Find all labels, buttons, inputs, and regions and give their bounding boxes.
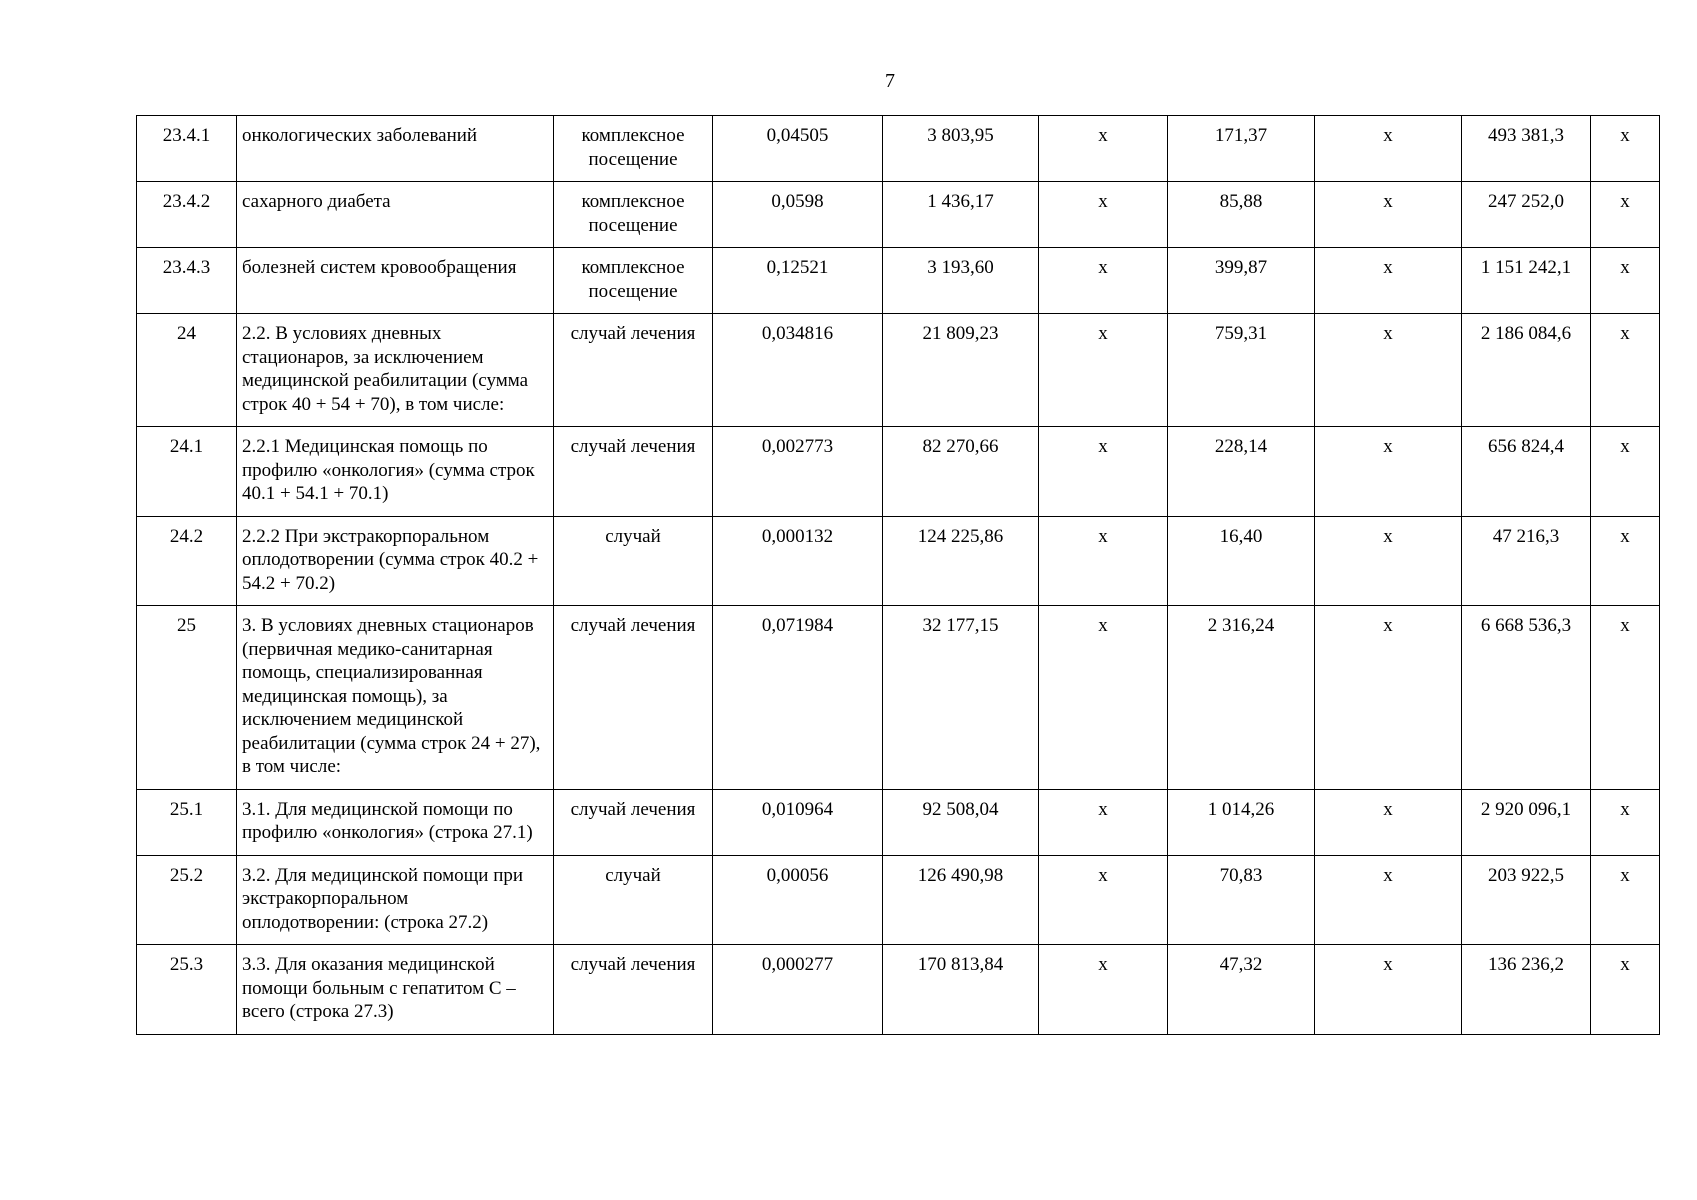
cost-cell: 92 508,04: [883, 789, 1039, 855]
norm-cell: 0,12521: [713, 248, 883, 314]
cell-col9: 656 824,4: [1462, 427, 1591, 517]
row-name: онкологических заболеваний: [237, 116, 554, 182]
cell-col7: 759,31: [1168, 314, 1315, 427]
table-row: [137, 314, 1660, 427]
cell-col10: х: [1591, 427, 1660, 517]
cell-col6: х: [1039, 314, 1168, 427]
unit-cell: случай лечения: [554, 789, 713, 855]
cell-col7: 2 316,24: [1168, 606, 1315, 790]
cell-col7: 1 014,26: [1168, 789, 1315, 855]
cost-cell: 124 225,86: [883, 516, 1039, 606]
table-row: [137, 427, 1660, 517]
cell-col6: х: [1039, 427, 1168, 517]
row-number: 23.4.2: [137, 182, 237, 248]
unit-cell: комплексное посещение: [554, 182, 713, 248]
cell-col8: х: [1315, 314, 1462, 427]
row-name: 3.1. Для медицинской помощи по профилю «онкология» (строка 27.1): [237, 789, 554, 855]
cell-col8: х: [1315, 427, 1462, 517]
unit-cell: комплексное посещение: [554, 248, 713, 314]
cell-col10: х: [1591, 789, 1660, 855]
cell-col10: х: [1591, 248, 1660, 314]
table-row: [137, 116, 1660, 182]
cell-col7: 16,40: [1168, 516, 1315, 606]
row-number: 23.4.1: [137, 116, 237, 182]
row-number: 24.1: [137, 427, 237, 517]
row-name: 2.2.1 Медицинская помощь по профилю «онкология» (сумма строк 40.1 + 54.1 + 70.1): [237, 427, 554, 517]
data-table: [136, 115, 1660, 1035]
cell-col9: 2 186 084,6: [1462, 314, 1591, 427]
cost-cell: 21 809,23: [883, 314, 1039, 427]
row-name: 3.3. Для оказания медицинской помощи больным с гепатитом С – всего (строка 27.3): [237, 945, 554, 1035]
cell-col8: х: [1315, 606, 1462, 790]
cell-col6: х: [1039, 606, 1168, 790]
norm-cell: 0,034816: [713, 314, 883, 427]
cell-col7: 399,87: [1168, 248, 1315, 314]
unit-cell: случай лечения: [554, 945, 713, 1035]
cell-col10: х: [1591, 945, 1660, 1035]
table-row: [137, 182, 1660, 248]
cell-col8: х: [1315, 182, 1462, 248]
cost-cell: 126 490,98: [883, 855, 1039, 945]
norm-cell: 0,071984: [713, 606, 883, 790]
norm-cell: 0,000277: [713, 945, 883, 1035]
row-number: 25.1: [137, 789, 237, 855]
row-name: болезней систем кровообращения: [237, 248, 554, 314]
cell-col10: х: [1591, 116, 1660, 182]
row-number: 23.4.3: [137, 248, 237, 314]
cost-cell: 3 193,60: [883, 248, 1039, 314]
norm-cell: 0,000132: [713, 516, 883, 606]
cell-col9: 1 151 242,1: [1462, 248, 1591, 314]
cell-col8: х: [1315, 516, 1462, 606]
unit-cell: случай: [554, 855, 713, 945]
row-name: 2.2.2 При экстракорпоральном оплодотворении (сумма строк 40.2 + 54.2 + 70.2): [237, 516, 554, 606]
row-name: 3. В условиях дневных стационаров (первичная медико-санитарная помощь, специализированная медицинская помощь), за исключением медицинской реабилитации (сумма строк 24 + 27), в том числе:: [237, 606, 554, 790]
cell-col8: х: [1315, 116, 1462, 182]
cell-col9: 2 920 096,1: [1462, 789, 1591, 855]
cell-col9: 6 668 536,3: [1462, 606, 1591, 790]
cell-col7: 47,32: [1168, 945, 1315, 1035]
row-number: 25.2: [137, 855, 237, 945]
cost-cell: 1 436,17: [883, 182, 1039, 248]
cell-col8: х: [1315, 945, 1462, 1035]
cell-col6: х: [1039, 248, 1168, 314]
cell-col6: х: [1039, 182, 1168, 248]
row-name: 2.2. В условиях дневных стационаров, за исключением медицинской реабилитации (сумма строк 40 + 54 + 70), в том числе:: [237, 314, 554, 427]
row-name: 3.2. Для медицинской помощи при экстракорпоральном оплодотворении: (строка 27.2): [237, 855, 554, 945]
norm-cell: 0,010964: [713, 789, 883, 855]
cell-col6: х: [1039, 116, 1168, 182]
cell-col8: х: [1315, 248, 1462, 314]
unit-cell: случай лечения: [554, 427, 713, 517]
cell-col9: 203 922,5: [1462, 855, 1591, 945]
page-number: 7: [885, 70, 895, 92]
row-number: 24.2: [137, 516, 237, 606]
cell-col10: х: [1591, 855, 1660, 945]
cell-col9: 136 236,2: [1462, 945, 1591, 1035]
cell-col6: х: [1039, 789, 1168, 855]
cell-col10: х: [1591, 606, 1660, 790]
unit-cell: случай лечения: [554, 606, 713, 790]
row-name: сахарного диабета: [237, 182, 554, 248]
table-row: [137, 855, 1660, 945]
cell-col7: 228,14: [1168, 427, 1315, 517]
cell-col9: 247 252,0: [1462, 182, 1591, 248]
table-row: [137, 945, 1660, 1035]
table-row: [137, 789, 1660, 855]
cell-col6: х: [1039, 855, 1168, 945]
cost-cell: 82 270,66: [883, 427, 1039, 517]
norm-cell: 0,00056: [713, 855, 883, 945]
table-row: [137, 248, 1660, 314]
table-row: [137, 606, 1660, 790]
cell-col7: 85,88: [1168, 182, 1315, 248]
cost-cell: 170 813,84: [883, 945, 1039, 1035]
cell-col6: х: [1039, 516, 1168, 606]
norm-cell: 0,04505: [713, 116, 883, 182]
cell-col10: х: [1591, 516, 1660, 606]
row-number: 25: [137, 606, 237, 790]
unit-cell: случай: [554, 516, 713, 606]
unit-cell: комплексное посещение: [554, 116, 713, 182]
cell-col7: 70,83: [1168, 855, 1315, 945]
cell-col8: х: [1315, 855, 1462, 945]
norm-cell: 0,002773: [713, 427, 883, 517]
row-number: 24: [137, 314, 237, 427]
cell-col6: х: [1039, 945, 1168, 1035]
norm-cell: 0,0598: [713, 182, 883, 248]
table-row: [137, 516, 1660, 606]
cell-col8: х: [1315, 789, 1462, 855]
row-number: 25.3: [137, 945, 237, 1035]
cell-col9: 47 216,3: [1462, 516, 1591, 606]
cost-cell: 32 177,15: [883, 606, 1039, 790]
unit-cell: случай лечения: [554, 314, 713, 427]
cell-col10: х: [1591, 182, 1660, 248]
cell-col7: 171,37: [1168, 116, 1315, 182]
cost-cell: 3 803,95: [883, 116, 1039, 182]
cell-col10: х: [1591, 314, 1660, 427]
cell-col9: 493 381,3: [1462, 116, 1591, 182]
